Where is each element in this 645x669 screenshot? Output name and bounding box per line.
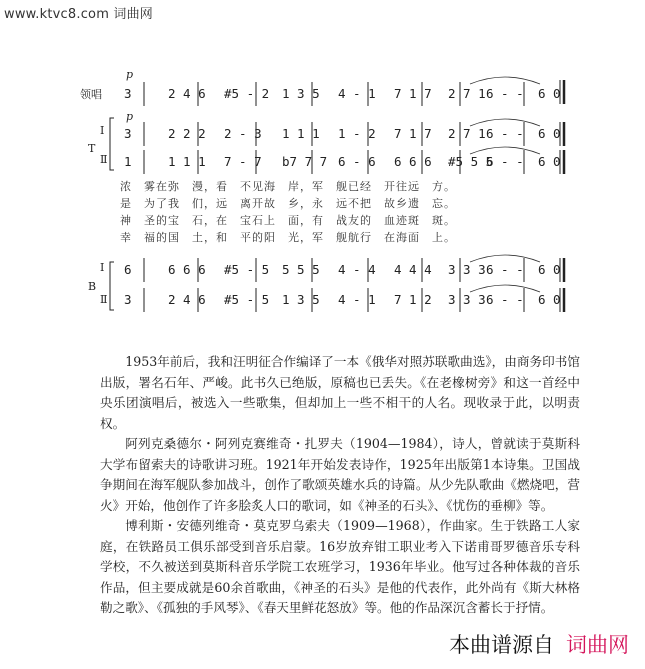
lead-measure-5: 4 - 1 — [338, 86, 376, 101]
tenor1-measure-9: 6 0 — [538, 126, 561, 141]
paragraph-1: 1953年前后，我和汪明征合作编译了一本《俄华对照苏联歌曲选》，由商务印书馆出版，署名石年、严峻。此书久已绝版，原稿也已丢失。《在老橡树旁》和这一首经中央乐团演唱后，被选入一些歌集，但却加上一些不相干的人名。现收录于此，以明责权。 — [100, 354, 580, 431]
tenor2-measure-9: 6 0 — [538, 154, 561, 169]
bass2-measure-2: 2 4 6 — [168, 292, 206, 307]
tenor1-measure-3: 2 - 3 — [224, 126, 262, 141]
lyric-line-4: 幸 福的国 土，和 平的阳 光，军 舰航行 在海面 上。 — [120, 231, 456, 244]
tenor1-measure-5: 1 - 2 — [338, 126, 376, 141]
tenor-label: T — [88, 142, 96, 155]
bass1-measure-9: 6 0 — [538, 262, 561, 277]
tenor1-measure-8: 6 - - — [486, 126, 524, 141]
bass1-measure-8: 6 - - — [486, 262, 524, 277]
tenor1-measure-2: 2 2 2 — [168, 126, 206, 141]
tenor2-measure-5: 6 - 6 — [338, 154, 376, 169]
tenor1-measure-1: 3 — [124, 126, 132, 141]
bass-label: B — [88, 280, 97, 293]
lyric-line-2: 是 为了我 们，远 离开故 乡，永 远不把 故乡遗 忘。 — [120, 197, 456, 210]
paragraph-2: 阿列克桑德尔・阿列克赛维奇・扎罗夫（1904—1984），诗人，曾就读于莫斯科大学布留索夫的诗歌讲习班。1921年开始发表诗作，1925年出版第1本诗集。卫国战争期间在海军舰队参加战斗，创作了歌颂英雄水兵的诗篇。从少先队歌曲《燃烧吧，营火》开始，他创作了许多脍炙人口的歌词，如《神圣的石头》、《忧伤的垂柳》等。 — [100, 436, 580, 513]
bass1-measure-5: 4 - 4 — [338, 262, 376, 277]
bass1-measure-2: 6 6 6 — [168, 262, 206, 277]
lead-measure-3: #5 - 2 — [224, 86, 270, 101]
tenor1-measure-6: 7 1 7 — [394, 126, 432, 141]
tenor1-measure-7: 2 7 1 — [448, 126, 486, 141]
tenor2-measure-3: 7 - 7 — [224, 154, 262, 169]
music-score — [0, 0, 645, 330]
watermark-site-name: 词曲网 — [566, 633, 629, 657]
watermark-top: www.ktvc8.com 词曲网 — [4, 7, 154, 22]
bass2-measure-7: 3 3 3 — [448, 292, 486, 307]
tenor2-measure-4: b7 7 7 — [282, 154, 328, 169]
bass-part2-label: Ⅱ — [100, 293, 108, 306]
tenor-part2-label: Ⅱ — [100, 153, 108, 166]
tenor2-measure-1: 1 — [124, 154, 132, 169]
lyric-line-3: 神 圣的宝 石，在 宝石上 面，有 战友的 血迹斑 斑。 — [120, 214, 456, 227]
watermark-bottom — [449, 629, 629, 659]
bass2-measure-4: 1 3 5 — [282, 292, 320, 307]
lyric-line-1: 浓 雾在弥 漫，看 不见海 岸，军 舰已经 开往远 方。 — [120, 180, 456, 193]
bass2-measure-3: #5 - 5 — [224, 292, 270, 307]
watermark-source-text: 本曲谱源自 — [449, 633, 554, 657]
bass2-measure-1: 3 — [124, 292, 132, 307]
bass1-measure-1: 6 — [124, 262, 132, 277]
tenor-bracket — [110, 118, 114, 170]
lead-label: 领唱 — [80, 88, 102, 101]
tenor2-measure-8: 6 - - — [486, 154, 524, 169]
bass-part1-label: Ⅰ — [100, 261, 105, 274]
bass2-measure-5: 4 - 1 — [338, 292, 376, 307]
tenor2-measure-2: 1 1 1 — [168, 154, 206, 169]
tenor2-measure-6: 6 6 6 — [394, 154, 432, 169]
lead-measure-8: 6 - - — [486, 86, 524, 101]
lead-measure-7: 2 7 1 — [448, 86, 486, 101]
lead-measure-6: 7 1 7 — [394, 86, 432, 101]
lead-measure-4: 1 3 5 — [282, 86, 320, 101]
paragraph-3: 博利斯・安德列维奇・莫克罗乌索夫（1909—1968），作曲家。生于铁路工人家庭，在铁路员工俱乐部受到音乐启蒙。16岁放弃钳工职业考入下诺甫哥罗德音乐专科学校，不久被送到莫斯科音乐学院工农班学习，1936年毕业。他写过各种体裁的音乐作品，但主要成就是60余首歌曲，《神圣的石头》是他的代表作，此外尚有《斯大林格勒之歌》、《孤独的手风琴》、《春天里鲜花怒放》等。他的作品深沉含蓄长于抒情。 — [100, 518, 580, 615]
tenor2-measure-7: #5 5 5 — [448, 154, 494, 169]
bass2-measure-8: 6 - - — [486, 292, 524, 307]
body-text — [100, 352, 580, 619]
dynamic-mark: p — [126, 68, 134, 81]
bass2-measure-9: 6 0 — [538, 292, 561, 307]
bass2-measure-6: 7 1 2 — [394, 292, 432, 307]
bass-bracket — [110, 262, 114, 310]
tenor1-measure-4: 1 1 1 — [282, 126, 320, 141]
bass1-measure-7: 3 3 3 — [448, 262, 486, 277]
bass1-measure-6: 4 4 4 — [394, 262, 432, 277]
bass1-measure-3: #5 - 5 — [224, 262, 270, 277]
bass1-measure-4: 5 5 5 — [282, 262, 320, 277]
dynamic-mark-tenor: p — [126, 110, 134, 123]
lead-measure-9: 6 0 — [538, 86, 561, 101]
lead-measure-1: 3 — [124, 86, 132, 101]
lead-measure-2: 2 4 6 — [168, 86, 206, 101]
tenor-part1-label: Ⅰ — [100, 124, 105, 137]
